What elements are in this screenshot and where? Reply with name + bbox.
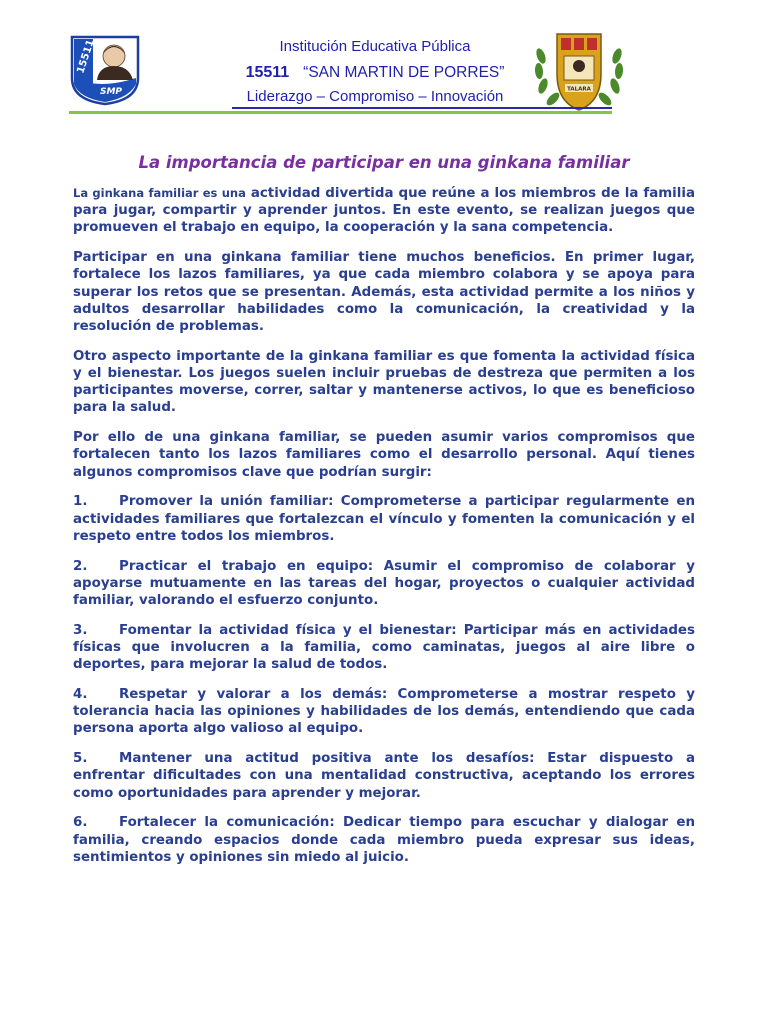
letterhead (0, 0, 768, 120)
school-name: “SAN MARTIN DE PORRES” (303, 64, 505, 81)
list-item-text: Practicar el trabajo en equipo: Asumir el compromiso de colaborar y apoyarse mutuamente en las tareas del hogar, proyectos o cualquier actividad familiar, valorando el esfuerzo conjunto. (73, 558, 695, 609)
intro-text: actividad divertida que reúne a los miembros de la familia para jugar, compartir y aprender juntos. En este evento, se realizan juegos que promueven el trabajo en equipo, la cooperación y la sana competencia. (73, 186, 695, 236)
header-rule-green (69, 111, 612, 114)
list-item (73, 493, 695, 545)
document-body (73, 185, 695, 879)
crest-text: TALARA (567, 86, 591, 93)
list-item-number: 3. (73, 622, 88, 638)
list-item-text: Respetar y valorar a los demás: Comprometerse a mostrar respeto y tolerancia hacia las opiniones y habilidades de los demás, entendiendo que cada persona aporta algo valioso al equipo. (73, 687, 695, 737)
list-item (73, 686, 695, 738)
list-item-number: 4. (73, 687, 88, 703)
list-item-text: Fomentar la actividad física y el bienestar: Participar más en actividades físicas que involucren a la familia, como caminatas, juegos al aire libre o deportes, para mejorar la salud de todos. (73, 622, 695, 673)
shield-number: 15511 (75, 38, 97, 75)
intro-lead: La ginkana familiar es una (73, 186, 246, 200)
list-item (73, 814, 695, 866)
document-title: La importancia de participar en una ginkana familiar (138, 153, 630, 172)
paragraph-benefits: Participar en una ginkana familiar tiene muchos beneficios. En primer lugar, fortalece los lazos familiares, ya que cada miembro colabora y se apoya para superar los retos que se presentan. Además, esta actividad permite a los niños y adultos desarrollar habilidades como la comunicación, la creatividad y la resolución de problemas. (73, 250, 695, 335)
school-crest-logo (531, 26, 627, 116)
paragraph-commitments-intro: Por ello de una ginkana familiar, se pueden asumir varios compromisos que fortalecen tanto los lazos familiares como el desarrollo personal. Aquí tienes algunos compromisos clave que podrían surgir: (73, 430, 695, 480)
list-item-number: 5. (73, 751, 88, 767)
intro-paragraph (73, 185, 695, 237)
paragraph-physical-activity: Otro aspecto importante de la ginkana familiar es que fomenta la actividad física y el bienestar. Los juegos suelen incluir pruebas de destreza que permiten a los participantes moverse, correr, saltar y mantenerse activos, lo que es beneficioso para la salud. (73, 348, 695, 416)
school-shield-logo (69, 34, 141, 106)
institution-name: Institución Educativa Pública (279, 38, 471, 55)
list-item (73, 750, 695, 802)
shield-initials: SMP (99, 87, 123, 97)
list-item (73, 558, 695, 610)
header-rule-blue (232, 107, 612, 109)
list-item (73, 622, 695, 674)
list-item-text: Promover la unión familiar: Comprometerse a participar regularmente en actividades familiares que fortalezcan el vínculo y fomenten la comunicación y el respeto entre todos los miembros. (73, 494, 695, 544)
list-item-number: 2. (73, 558, 88, 574)
list-item-number: 1. (73, 494, 88, 510)
list-item-text: Fortalecer la comunicación: Dedicar tiempo para escuchar y dialogar en familia, creando espacios donde cada miembro pueda expresar sus ideas, sentimientos y opiniones sin miedo al juicio. (73, 815, 695, 865)
school-number: 15511 (245, 64, 290, 81)
school-line (215, 64, 535, 82)
school-motto: Liderazgo – Compromiso – Innovación (246, 88, 504, 105)
list-item-text: Mantener una actitud positiva ante los desafíos: Estar dispuesto a enfrentar dificultades con una mentalidad constructiva, aceptando los errores como oportunidades para aprender y mejorar. (73, 751, 695, 801)
list-item-number: 6. (73, 815, 88, 831)
